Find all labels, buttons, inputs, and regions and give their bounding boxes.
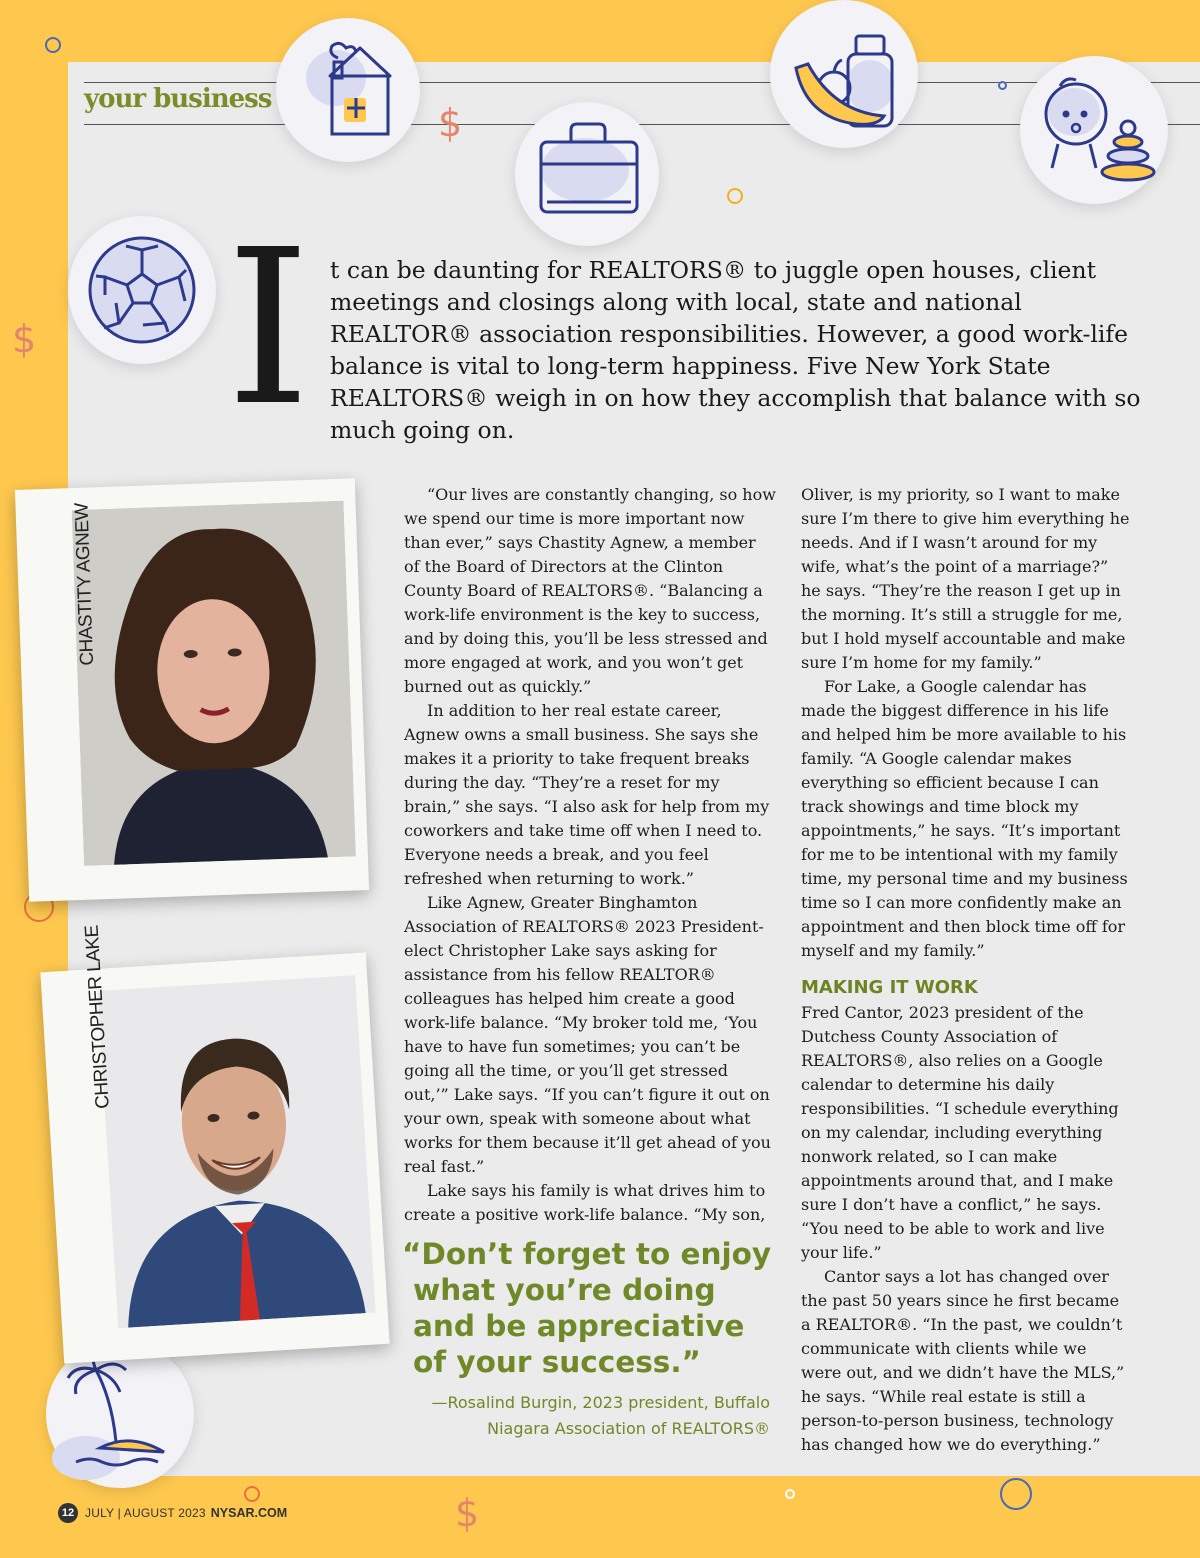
baby-badge <box>1020 56 1168 204</box>
decor-ring <box>244 1486 260 1502</box>
website-link[interactable]: NYSAR.COM <box>210 1506 288 1520</box>
pull-quote-line: of your success.” <box>413 1345 701 1379</box>
paragraph: For Lake, a Google calendar has made the biggest difference in his life and helped him be more available to his family. “A Google calendar makes everything so efficient because I can track showings and time block my appointments,” he says. “It’s important for me to be intentional with my family time, my personal time and my business time so I can more confidently make an appointment and then block time off for myself and my family.” <box>801 677 1128 960</box>
dollar-icon: $ <box>455 1491 480 1535</box>
photo-frame-lake <box>40 924 389 1363</box>
page-number: 12 <box>58 1503 78 1523</box>
food-icon <box>770 0 918 148</box>
portrait-chastity-agnew <box>72 501 356 866</box>
briefcase-icon <box>515 102 659 246</box>
paragraph: Oliver, is my priority, so I want to make sure I’m there to give him everything he needs. And if I wasn’t around for my wife, what’s the point of a marriage?” he says. “They’re the reason I get up in the morning. It’s still a struggle for me, but I hold myself accountable and make sure I’m home for my family.” <box>801 485 1130 672</box>
decor-ring <box>998 81 1007 90</box>
dollar-icon: $ <box>12 317 37 361</box>
section-label: your business <box>84 84 272 114</box>
dollar-icon: $ <box>438 101 463 145</box>
attribution-line: —Rosalind Burgin, 2023 president, Buffalo <box>431 1393 770 1412</box>
issue-label: JULY | AUGUST 2023 <box>85 1506 206 1520</box>
photo-caption-agnew: CHASTITY AGNEW <box>71 502 99 666</box>
decor-ring <box>45 37 61 53</box>
briefcase-badge <box>515 102 659 246</box>
pull-quote-attribution <box>430 1390 770 1442</box>
pull-quote-line: what you’re doing <box>413 1273 716 1307</box>
soccer-ball-icon <box>68 216 216 364</box>
drop-cap: I <box>226 204 311 453</box>
paragraph: In addition to her real estate career, Agnew owns a small business. She says she makes it a priority to take frequent breaks during the day. “They’re a reset for my brain,” she says. “I also ask for help from my coworkers and take time off when I need to. Everyone needs a break, and you feel refreshed when returning to work.” <box>404 701 770 888</box>
paragraph: Lake says his family is what drives him to create a positive work-life balance. “My son, <box>404 1181 766 1224</box>
article-column-2 <box>801 483 1131 1457</box>
decor-ring <box>785 1489 795 1499</box>
house-icon <box>276 18 420 162</box>
decor-ring <box>727 188 743 204</box>
page-footer <box>58 1503 287 1523</box>
soccer-badge <box>68 216 216 364</box>
pull-quote <box>402 1236 782 1380</box>
photo-frame-agnew <box>15 478 369 902</box>
attribution-line: Niagara Association of REALTORS® <box>487 1419 770 1438</box>
paragraph: “Our lives are constantly changing, so how we spend our time is more important now than ever,” says Chastity Agnew, a member of the Board of Directors at the Clinton County Board of REALTORS®. “Balancing a work-life environment is the key to success, and by doing this, you’ll be less stressed and more engaged at work, and you won’t get burned out as quickly.” <box>404 485 776 696</box>
photo-caption-lake: CHRISTOPHER LAKE <box>81 924 114 1110</box>
pull-quote-line: and be appreciative <box>413 1309 745 1343</box>
subhead: MAKING IT WORK <box>801 977 978 998</box>
paragraph: Cantor says a lot has changed over the past 50 years since he first became a REALTOR®. “In the past, we couldn’t communicate with clients while we were out, and we didn’t have the MLS,” he says. “While real estate is still a person-to-person business, technology has changed how we do everything.” <box>801 1267 1125 1454</box>
portrait-christopher-lake <box>98 975 376 1328</box>
baby-toy-icon <box>1020 56 1168 204</box>
article-column-1 <box>404 483 776 1227</box>
paragraph: Like Agnew, Greater Binghamton Association of REALTORS® 2023 President-elect Christopher Lake says asking for assistance from his fellow REALTOR® colleagues has helped him create a good work-life balance. “My broker told me, ‘You have to have fun sometimes; you can’t be going all the time, or you’ll get stressed out,’” Lake says. “If you can’t figure it out on your own, speak with someone about what works for them because it’ll get ahead of you real fast.” <box>404 893 771 1176</box>
decor-ring <box>1000 1478 1032 1510</box>
pull-quote-line: “Don’t forget to enjoy <box>402 1237 772 1271</box>
paragraph: Fred Cantor, 2023 president of the Dutchess County Association of REALTORS®, also relies on a Google calendar to determine his daily responsibilities. “I schedule everything on my calendar, including everything nonwork related, so I can make appointments around that, and I make sure I don’t have a conflict,” he says. “You need to be able to work and live your life.” <box>801 1003 1119 1262</box>
intro-paragraph: t can be daunting for REALTORS® to juggle open houses, client meetings and closings along with local, state and national REALTOR® association responsibilities. However, a good work-life balance is vital to long-term happiness. Five New York State REALTORS® weigh in on how they accomplish that balance with so much going on. <box>330 256 1141 444</box>
food-badge <box>770 0 918 148</box>
house-badge <box>276 18 420 162</box>
